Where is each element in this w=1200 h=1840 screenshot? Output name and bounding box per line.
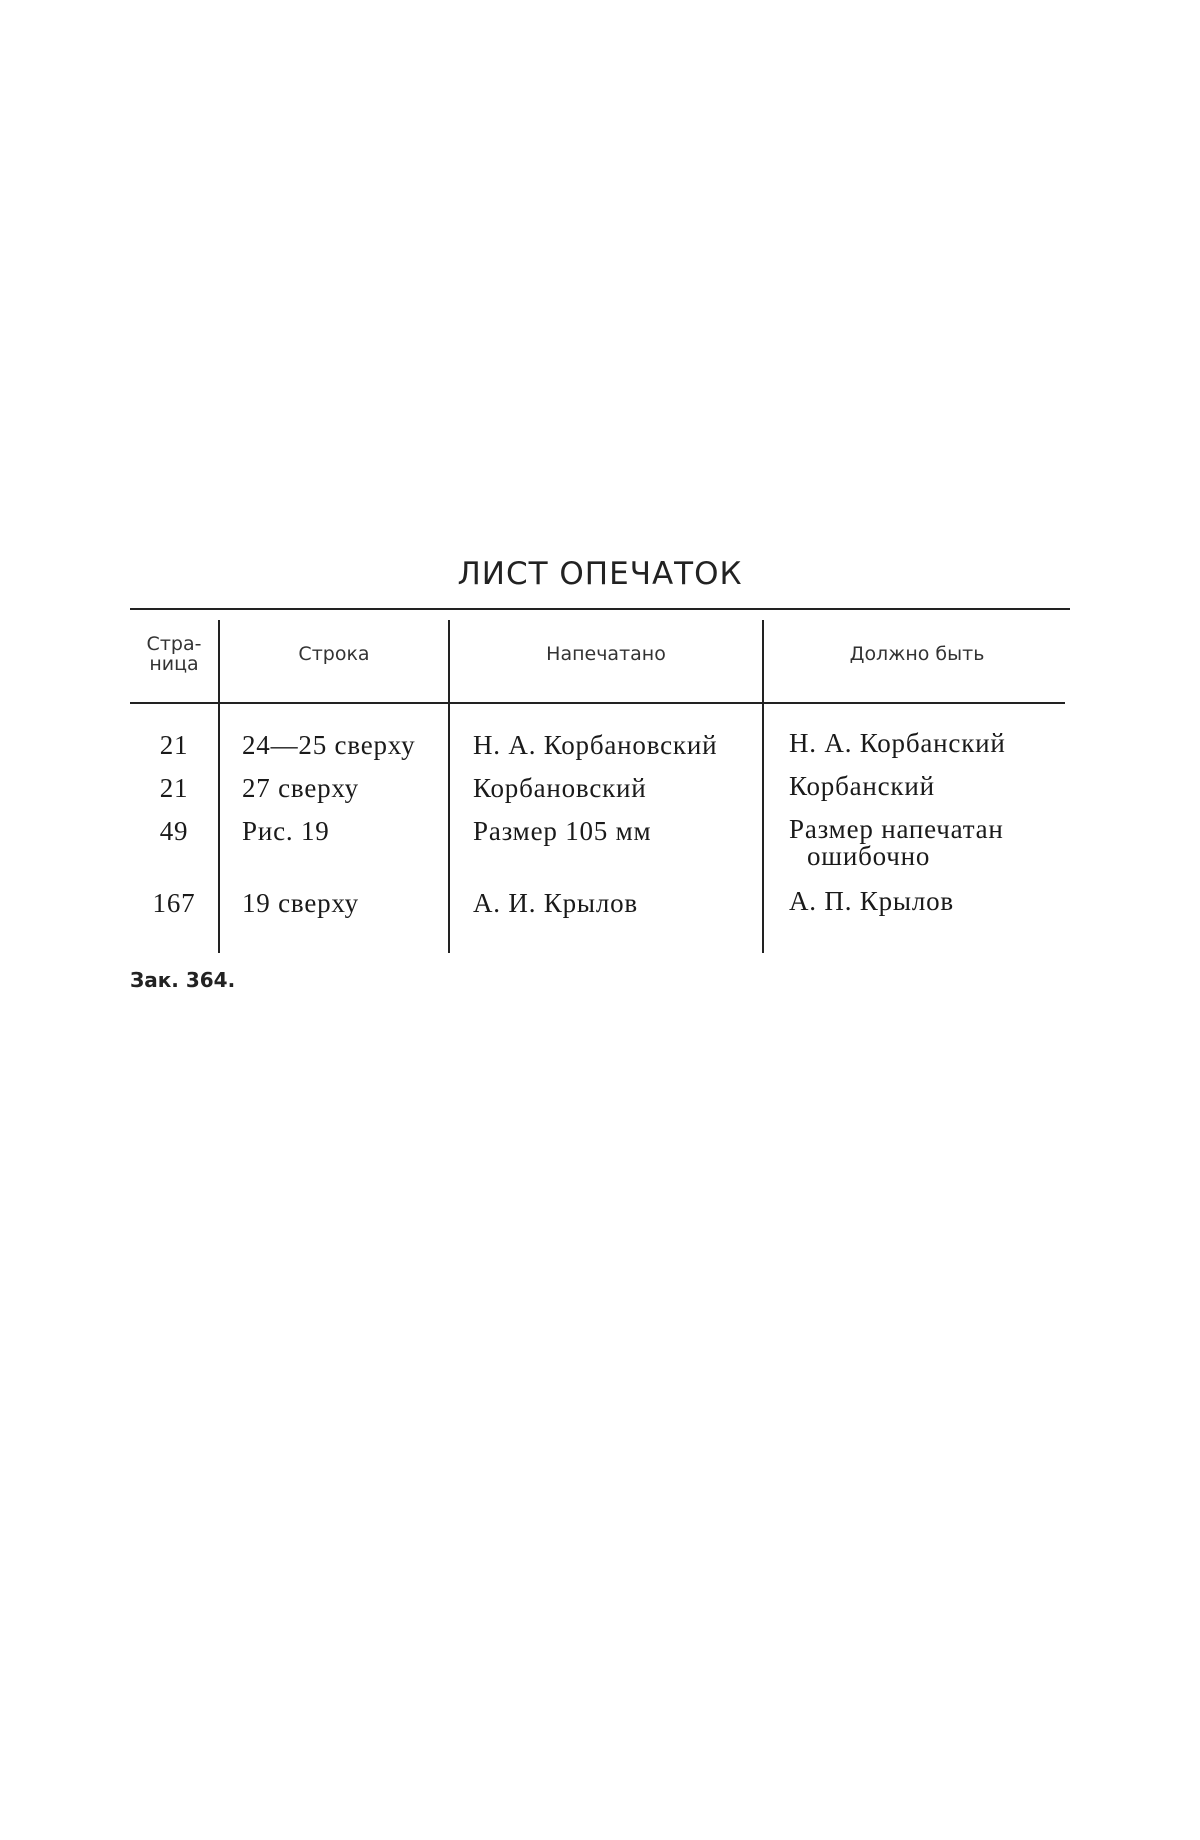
cell-correct-continuation: ошибочно xyxy=(807,841,931,871)
cell-correct: Размер напечатан xyxy=(789,814,1004,844)
cell-page: 167 xyxy=(152,888,196,918)
order-number: Зак. 364. xyxy=(130,968,236,992)
cell-page: 49 xyxy=(159,816,189,846)
errata-table xyxy=(130,608,1070,953)
cell-page: 21 xyxy=(159,773,189,803)
cell-page: 21 xyxy=(159,730,189,760)
header-bottom-rule xyxy=(130,702,1065,704)
cell-printed: А. И. Крылов xyxy=(473,888,638,918)
cell-line: 24—25 сверху xyxy=(242,730,416,760)
page-title: ЛИСТ ОПЕЧАТОК xyxy=(457,556,743,592)
cell-line: 27 сверху xyxy=(242,773,359,803)
header-page-line1: Стра- xyxy=(146,633,202,656)
cell-correct-wrapped xyxy=(789,816,1049,870)
cell-line: Рис. 19 xyxy=(242,816,330,846)
cell-correct: А. П. Крылов xyxy=(789,886,954,916)
header-page xyxy=(130,608,218,702)
header-page-line2: ница xyxy=(149,653,199,675)
header-printed: Напечатано xyxy=(546,643,666,666)
header-correct: Должно быть xyxy=(849,643,985,666)
cell-printed: Корбановский xyxy=(473,773,647,803)
cell-line: 19 сверху xyxy=(242,888,359,918)
cell-correct: Н. А. Корбанский xyxy=(789,728,1006,758)
cell-printed: Н. А. Корбановский xyxy=(473,730,718,760)
header-line: Строка xyxy=(298,643,370,666)
cell-correct: Корбанский xyxy=(789,771,935,801)
cell-printed: Размер 105 мм xyxy=(473,816,652,846)
